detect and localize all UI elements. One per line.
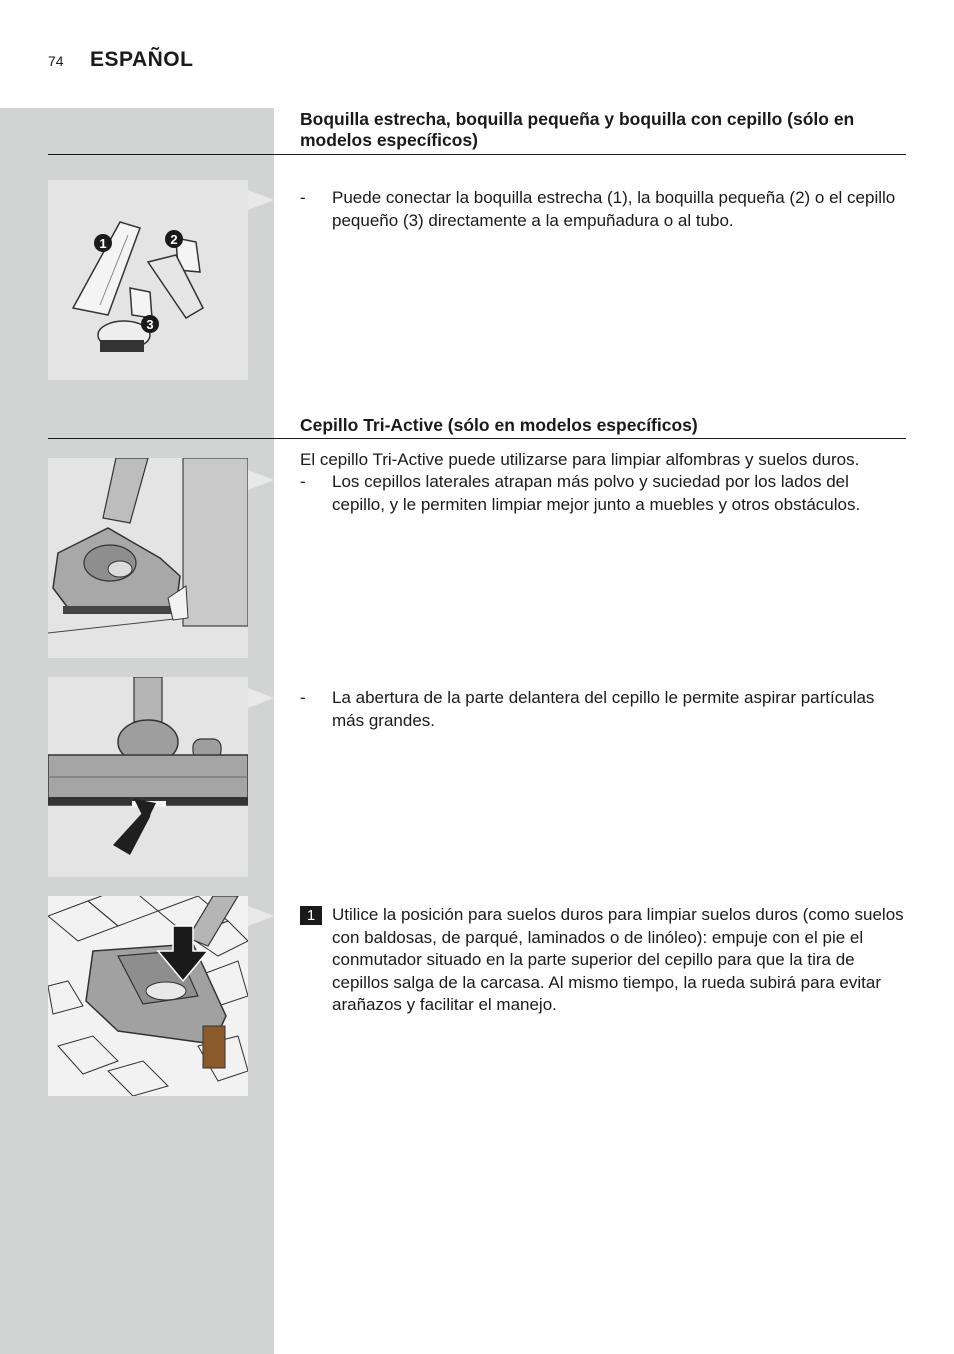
svg-text:3: 3 (146, 317, 154, 332)
svg-text:1: 1 (99, 236, 107, 251)
bullet-dash: - (300, 188, 306, 207)
step-number-badge: 1 (300, 906, 322, 925)
section-heading-nozzles: Boquilla estrecha, boquilla pequeña y boquilla con cepillo (sólo en modelos específicos) (300, 109, 855, 150)
figure-pointer (248, 190, 274, 210)
bullet-text: Puede conectar la boquilla estrecha (1), la boquilla pequeña (2) o el cepillo pequeño (3) directamente a la empuñadura o al tubo. (332, 188, 896, 230)
figure-pointer (248, 688, 274, 708)
bullet-item (300, 687, 906, 732)
intro-paragraph: El cepillo Tri-Active puede utilizarse para limpiar alfombras y suelos duros. (300, 450, 860, 469)
bullet-item (300, 471, 906, 516)
figure-pointer (248, 470, 274, 490)
figure-pointer (248, 906, 274, 926)
step-text: Utilice la posición para suelos duros para limpiar suelos duros (como suelos con baldosas, de parqué, laminados o de linóleo): empuje con el pie el conmutador situado en la parte superior del cepillo para que la tira de cepillos salga de la carcasa. Al mismo tiempo, la rueda subirá para evitar arañazos y facilitar el manejo. (332, 905, 904, 1014)
section-rule (48, 154, 906, 155)
svg-text:2: 2 (170, 232, 178, 247)
bullet-dash: - (300, 688, 306, 707)
section-heading-tri-active: Cepillo Tri-Active (sólo en modelos específicos) (300, 415, 698, 435)
page-number: 74 (48, 53, 64, 69)
figure-hard-floor-switch (48, 896, 248, 1096)
language-title: ESPAÑOL (90, 48, 194, 71)
nozzle-label-2 (165, 230, 183, 248)
step-item (300, 904, 906, 1017)
figure-front-opening (48, 677, 248, 877)
figure-nozzles (48, 180, 248, 380)
section-rule (48, 438, 906, 439)
bullet-item (300, 187, 906, 232)
bullet-text: Los cepillos laterales atrapan más polvo y suciedad por los lados del cepillo, y le permiten limpiar mejor junto a muebles y otros obstáculos. (332, 472, 861, 514)
nozzle-label-3 (141, 315, 159, 333)
figure-side-brushes (48, 458, 248, 658)
nozzle-label-1 (94, 234, 112, 252)
bullet-dash: - (300, 472, 306, 491)
bullet-text: La abertura de la parte delantera del cepillo le permite aspirar partículas más grandes. (332, 688, 875, 730)
